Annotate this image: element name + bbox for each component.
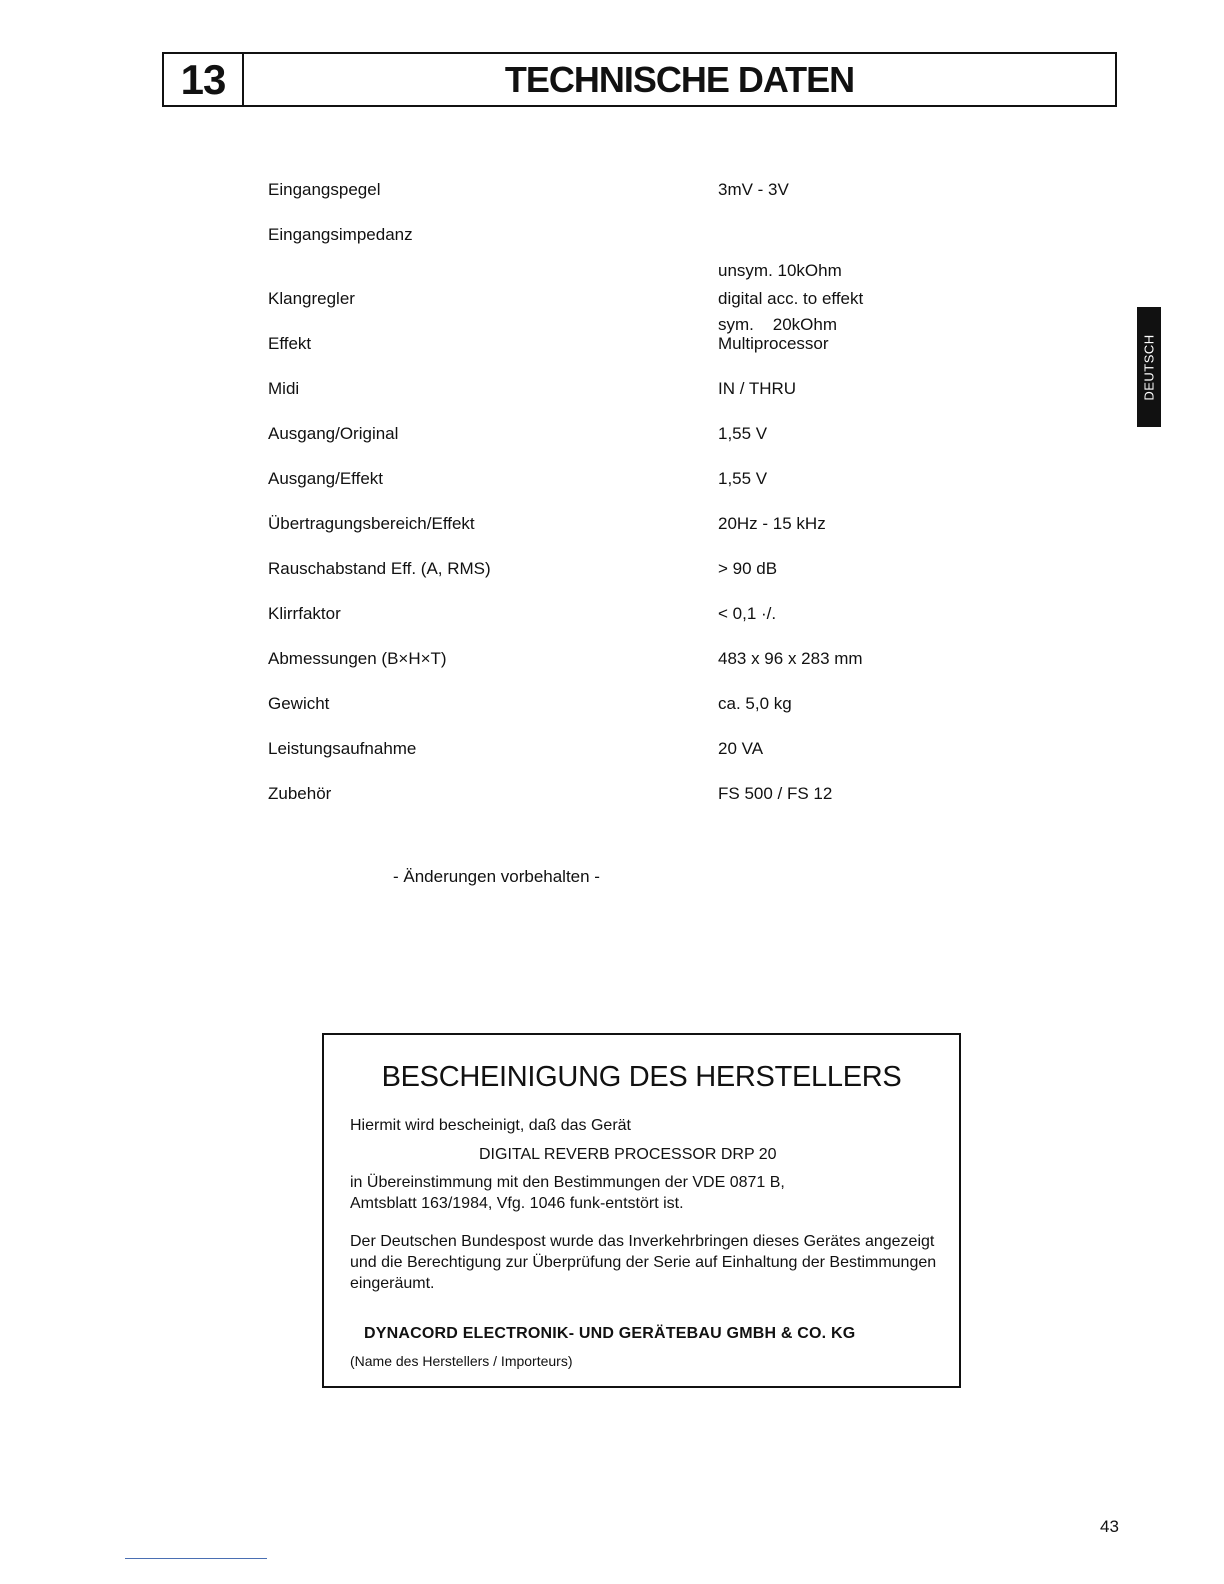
certificate-conformity: in Übereinstimmung mit den Bestimmungen der VDE 0871 B, Amtsblatt 163/1984, Vfg. 1046 funk-entstört ist. (350, 1174, 785, 1212)
spec-label: Klangregler (268, 289, 355, 308)
spec-value: 20Hz - 15 kHz (718, 514, 826, 533)
certificate-company: DYNACORD ELECTRONIK- UND GERÄTEBAU GMBH & CO. KG (364, 1325, 856, 1342)
spec-label: Rauschabstand Eff. (A, RMS) (268, 559, 491, 578)
reservation-note: - Änderungen vorbehalten - (393, 867, 600, 886)
language-tab (1137, 307, 1161, 427)
certificate-notice: Der Deutschen Bundespost wurde das Inverkehrbringen dieses Gerätes angezeigt und die Berechtigung zur Überprüfung der Serie auf Einhaltung der Bestimmungen eingeräumt. (350, 1233, 937, 1292)
certificate-title: BESCHEINIGUNG DES HERSTELLERS (381, 1061, 902, 1093)
spec-label: Effekt (268, 334, 312, 353)
spec-label: Eingangspegel (268, 180, 381, 199)
spec-label: Übertragungsbereich/Effekt (268, 514, 475, 533)
spec-value-line: sym. 20kOhm (718, 315, 838, 334)
spec-value: < 0,1 ·/. (718, 604, 777, 623)
spec-value: 483 x 96 x 283 mm (718, 649, 863, 668)
language-tab-label: DEUTSCH (1141, 333, 1157, 401)
manufacturer-certificate (322, 1033, 961, 1388)
certificate-company-note: (Name des Herstellers / Importeurs) (350, 1353, 573, 1369)
spec-value: ca. 5,0 kg (718, 694, 792, 713)
chapter-header (162, 52, 1117, 107)
spec-value: 20 VA (718, 739, 764, 758)
spec-value: 1,55 V (718, 424, 768, 443)
footer-divider (125, 1558, 267, 1559)
spec-label: Leistungsaufnahme (268, 739, 417, 758)
certificate-intro: Hiermit wird bescheinigt, daß das Gerät (350, 1117, 631, 1134)
spec-value: Multiprocessor (718, 334, 829, 353)
spec-label: Klirrfaktor (268, 604, 341, 623)
page-number: 43 (1100, 1517, 1119, 1536)
spec-value: 1,55 V (718, 469, 768, 488)
certificate-device: DIGITAL REVERB PROCESSOR DRP 20 (479, 1146, 777, 1163)
spec-value: > 90 dB (718, 559, 778, 578)
spec-value: IN / THRU (718, 379, 797, 398)
page-title: TECHNISCHE DATEN (504, 58, 855, 100)
chapter-number: 13 (164, 54, 244, 105)
spec-value: 3mV - 3V (718, 180, 789, 199)
spec-value: FS 500 / FS 12 (718, 784, 833, 803)
spec-label: Abmessungen (B×H×T) (268, 649, 447, 668)
spec-label: Ausgang/Effekt (268, 469, 383, 488)
spec-label: Zubehör (268, 784, 332, 803)
spec-value: digital acc. to effekt (718, 289, 864, 308)
spec-label: Midi (268, 379, 300, 398)
spec-label: Ausgang/Original (268, 424, 399, 443)
spec-label: Eingangsimpedanz (268, 225, 413, 244)
spec-label: Gewicht (268, 694, 330, 713)
spec-value-line: unsym. 10kOhm (718, 261, 842, 280)
